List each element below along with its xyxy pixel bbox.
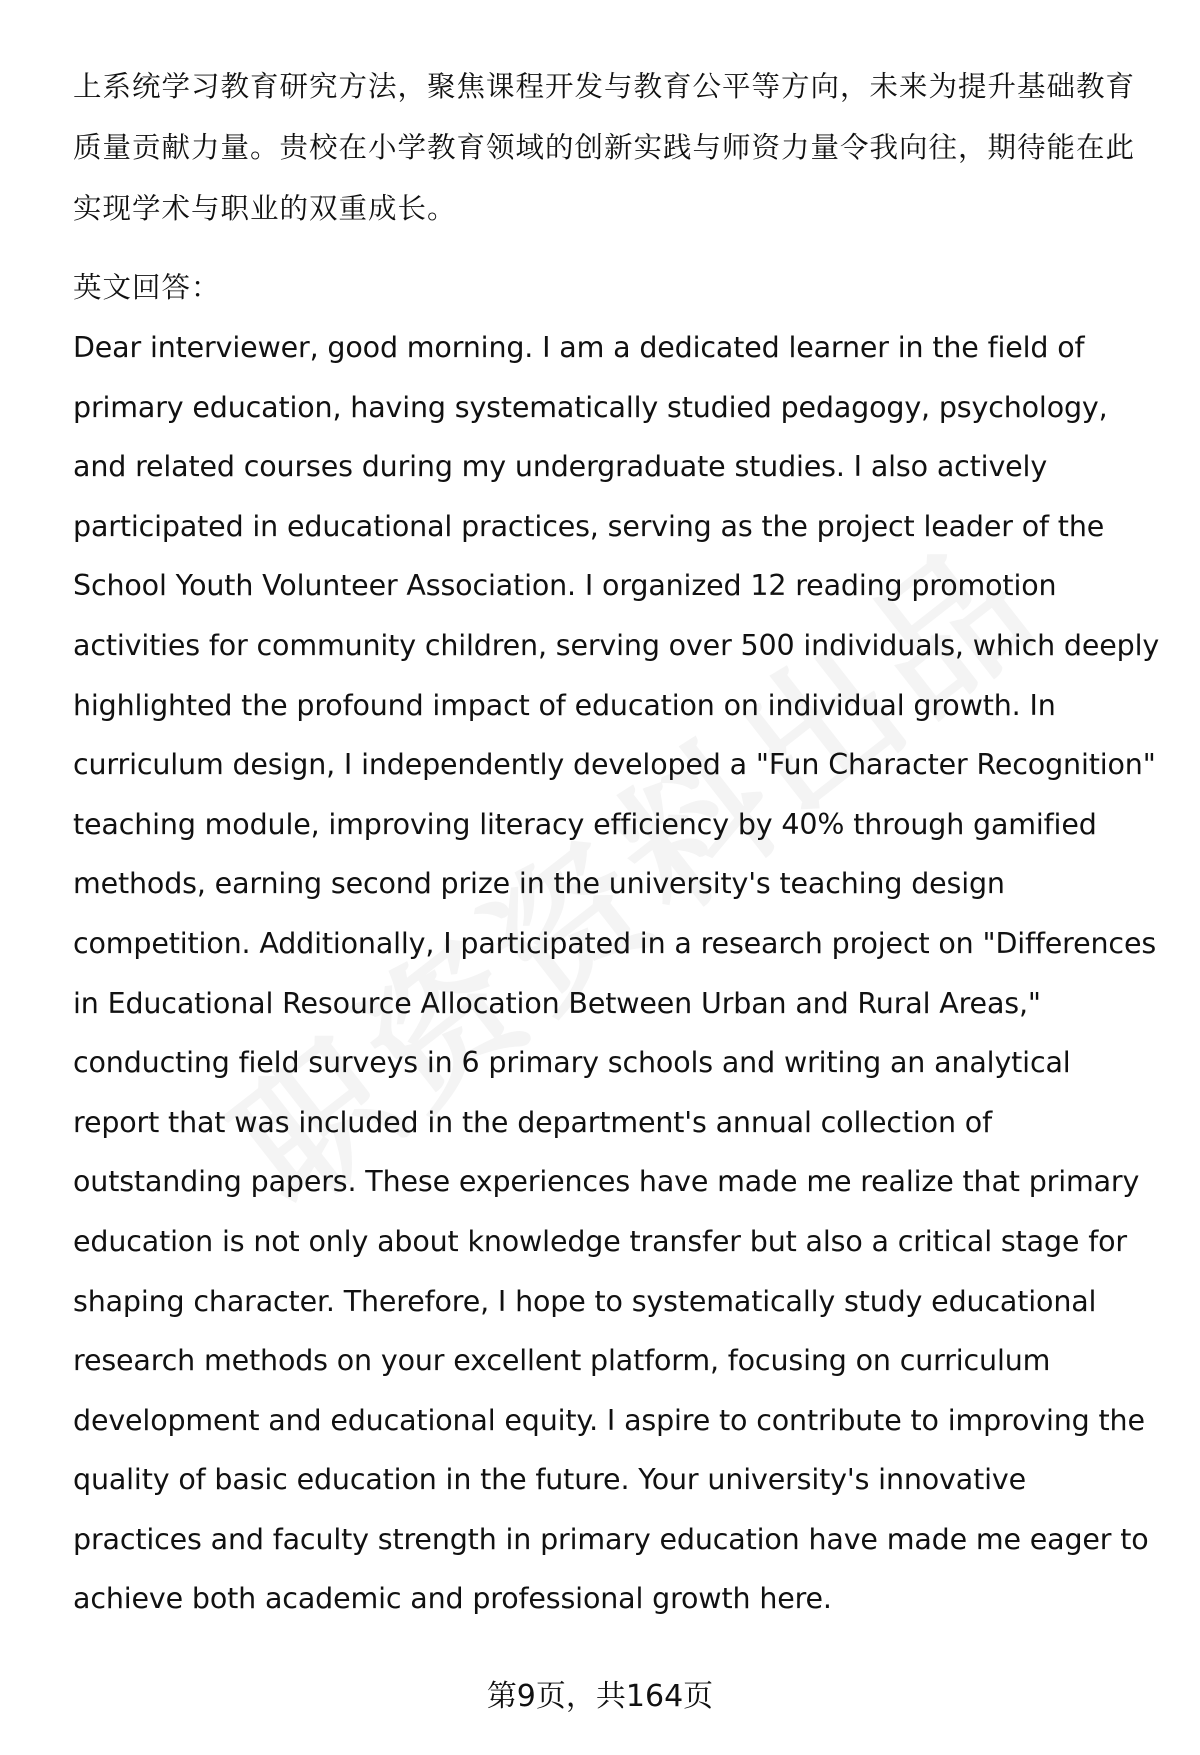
english-answer-paragraph: Dear interviewer, good morning. I am a dedicated learner in the field of primary education, having systematically studied pedagogy, psychology, and related courses during my undergraduate studies. I also actively participated in educational practices, serving as the project leader of the School Youth Volunteer Association. I organized 12 reading promotion activities for community children, serving over 500 individuals, which deeply highlighted the profound impact of education on individual growth. In curriculum design, I independently developed a "Fun Character Recognition" teaching module, improving literacy efficiency by 40% through gamified methods, earning second prize in the university's teaching design competition. Additionally, I participated in a research project on "Differences in Educational Resource Allocation Between Urban and Rural Areas," conducting field surveys in 6 primary schools and writing an analytical report that was included in the department's annual collection of outstanding papers. These experiences have made me realize that primary education is not only about knowledge transfer but also a critical stage for shaping character. Therefore, I hope to systematically study educational research methods on your excellent platform, focusing on curriculum development and educational equity. I aspire to contribute to improving the quality of basic education in the future. Your university's innovative practices and faculty strength in primary education have made me eager to achieve both academic and professional growth here. xyxy=(73,331,1160,1616)
english-answer-heading: 英文回答： xyxy=(73,271,221,304)
page-number: 第9页，共164页 xyxy=(486,1679,714,1714)
chinese-answer-paragraph: 上系统学习教育研究方法，聚焦课程开发与教育公平等方向，未来为提升基础教育质量贡献力量。贵校在小学教育领域的创新实践与师资力量令我向往，期待能在此实现学术与职业的双重成长。 xyxy=(73,70,1136,225)
